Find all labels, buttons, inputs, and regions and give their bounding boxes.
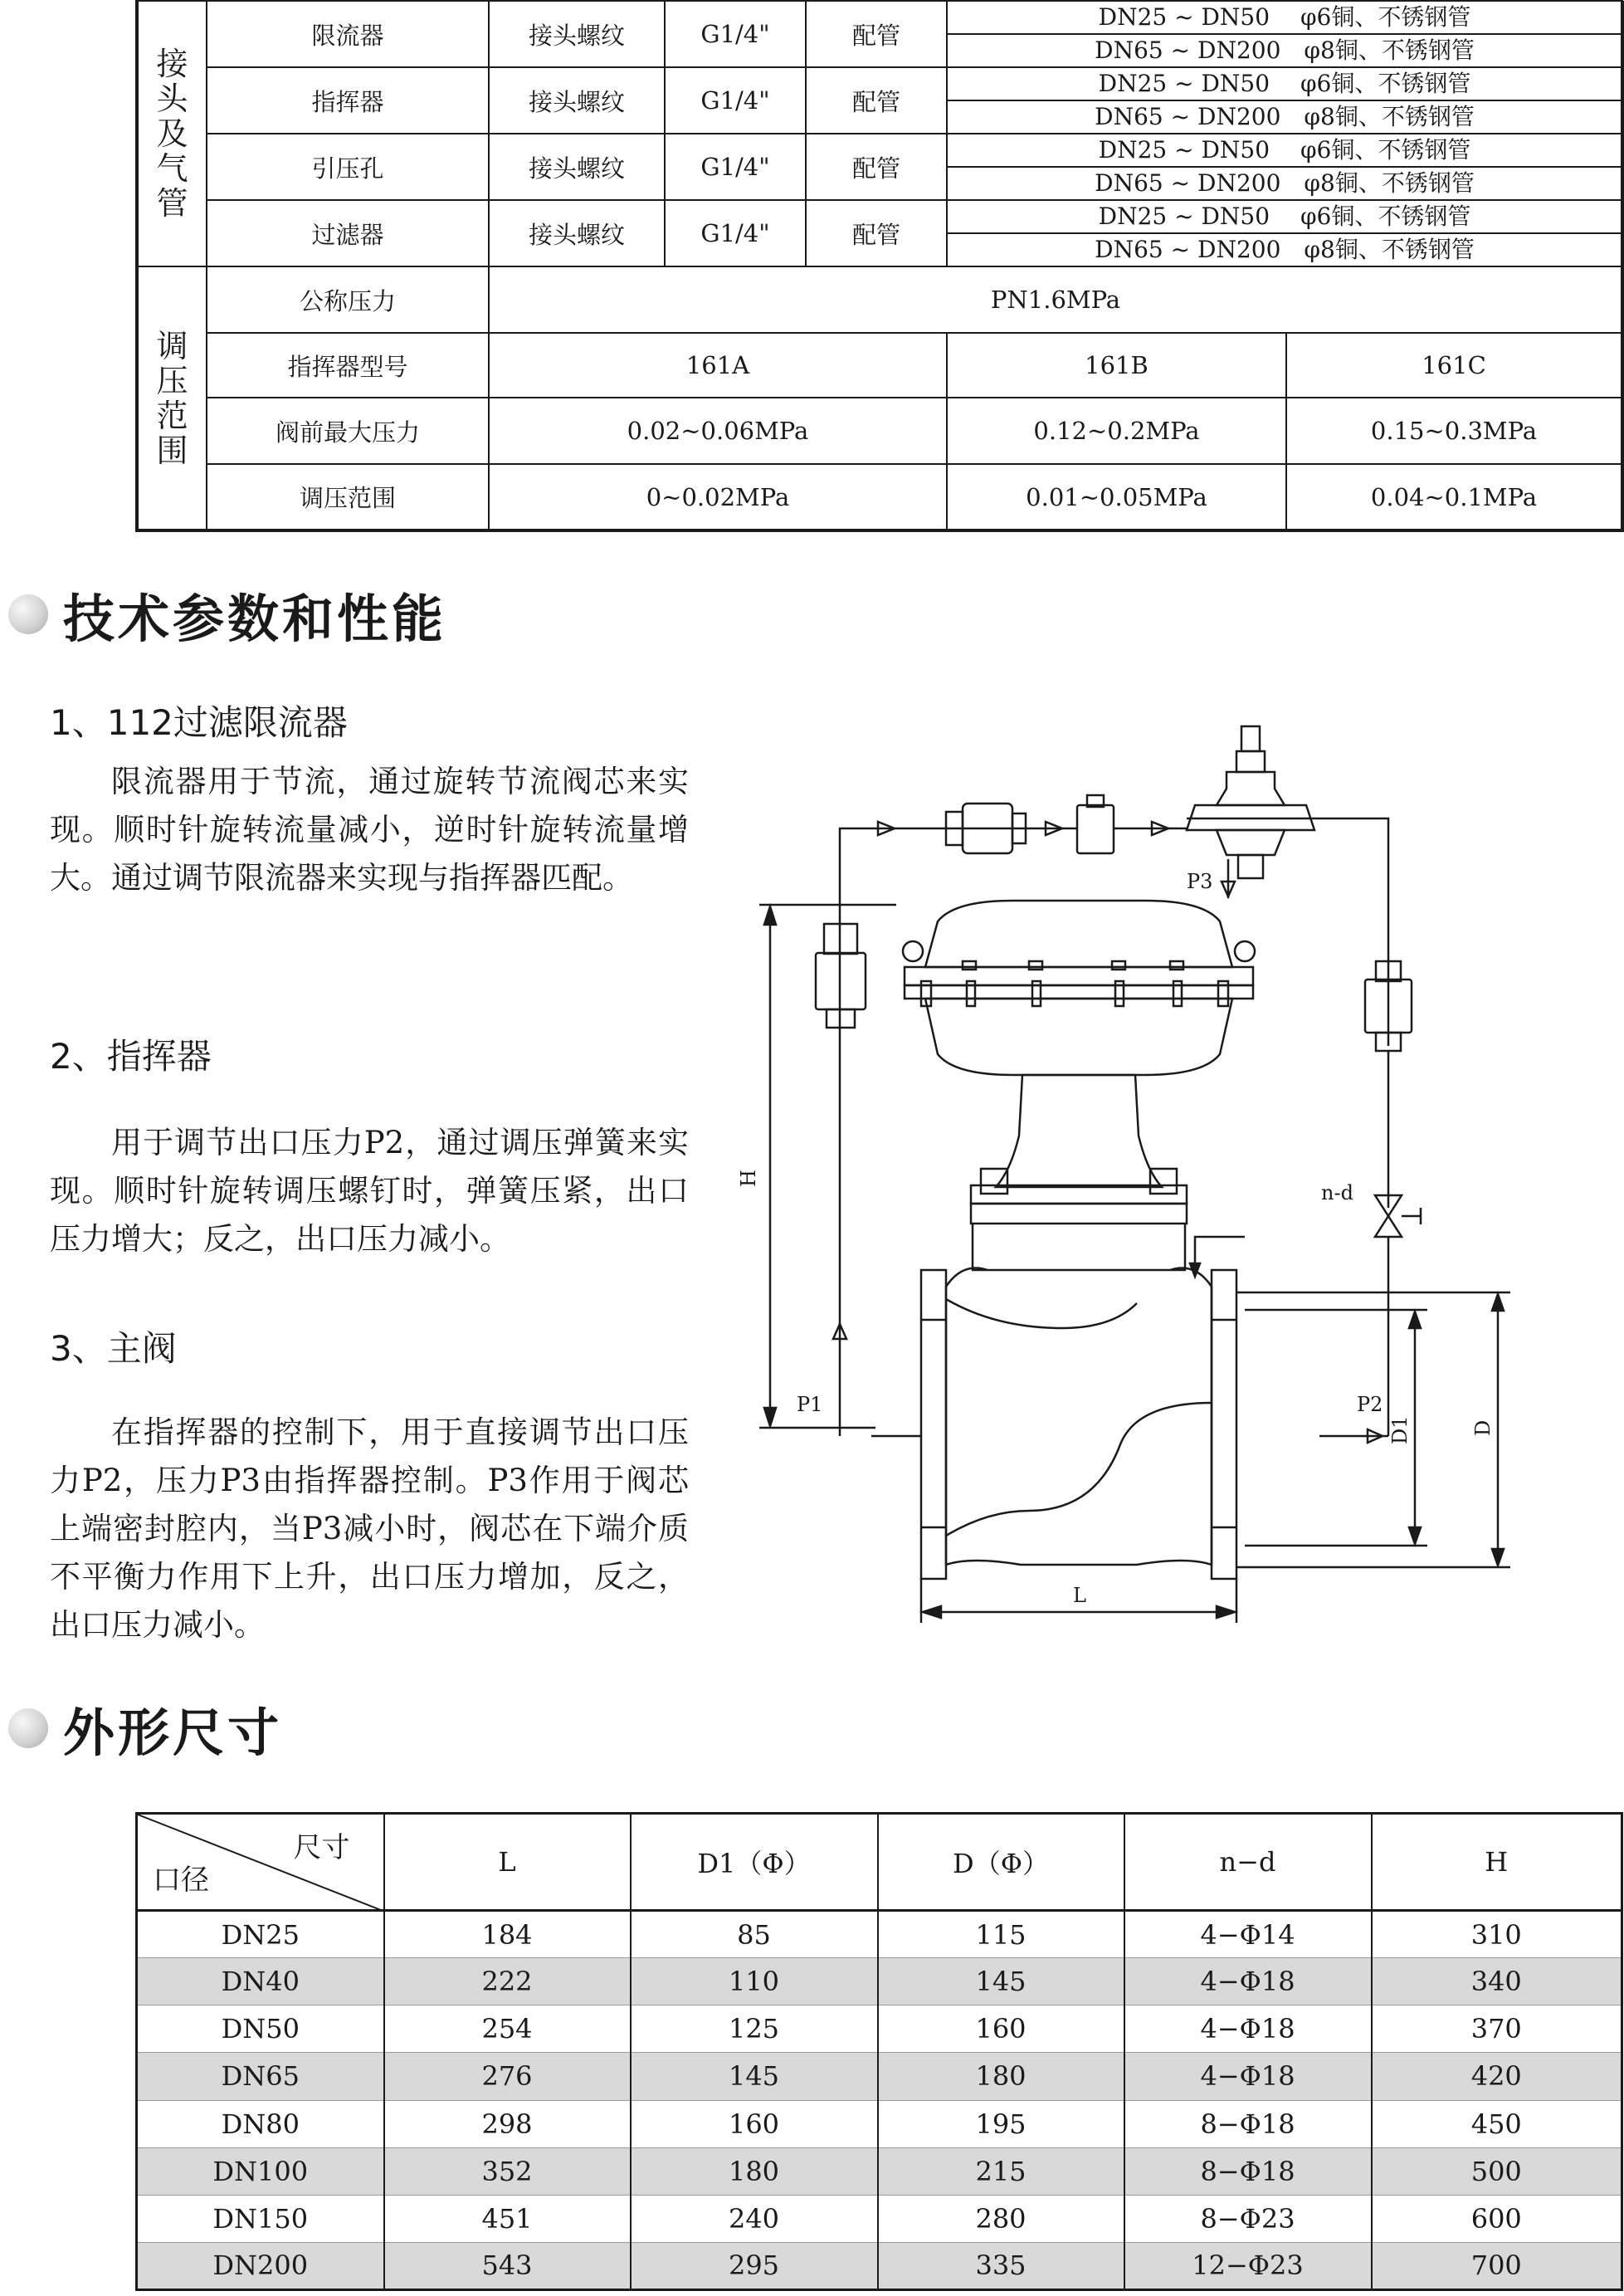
pressure-row-label: 调压范围: [207, 464, 489, 530]
dimension-cell: 180: [631, 2147, 878, 2195]
spec-line-small: DN25 ~ DN50 φ6铜、不锈钢管: [948, 68, 1622, 101]
dimension-cell: 215: [878, 2147, 1124, 2195]
paragraph-pilot: 用于调节出口压力P2，通过调压弹簧来实现。顺时针旋转调压螺钉时，弹簧压紧，出口压力增大；反之，出口压力减小。: [50, 1125, 689, 1257]
connector-spec: [947, 67, 1622, 134]
d1-arrow-bottom: [1409, 1527, 1421, 1544]
connector-pipe: 配管: [806, 1, 947, 67]
spec-line-large: DN65 ~ DN200 φ8铜、不锈钢管: [1095, 37, 1475, 64]
bore-cell: DN100: [137, 2147, 384, 2195]
column-header: L: [384, 1814, 631, 1911]
pilot-bonnet: [1217, 772, 1285, 805]
d1-arrow-top: [1409, 1312, 1421, 1328]
dimension-cell: 276: [384, 2053, 631, 2100]
p1-impulse-line: [840, 828, 900, 1436]
pressure-cell: 0.12~0.2MPa: [947, 398, 1286, 464]
table-row: [137, 2242, 1622, 2289]
subheading-main-valve: 3、主阀: [50, 1328, 177, 1369]
connector-type: 接头螺纹: [489, 67, 665, 134]
pressure-group-label: [137, 266, 207, 530]
dimension-cell: 125: [631, 2005, 878, 2053]
valve-neck: [973, 1224, 1185, 1270]
dimension-cell: 4−Φ18: [1124, 2005, 1372, 2053]
lifting-eye-left: [903, 941, 923, 961]
spec-line-large: DN65 ~ DN200 φ8铜、不锈钢管: [1095, 236, 1475, 263]
bore-cell: DN65: [137, 2053, 384, 2100]
table-row: [137, 2147, 1622, 2195]
spec-line-large: DN65 ~ DN200 φ8铜、不锈钢管: [1095, 103, 1475, 130]
label-h: H: [737, 1170, 760, 1187]
label-p2: P2: [1357, 1393, 1383, 1416]
nominal-pressure-row: [137, 266, 1622, 333]
table-row: [137, 1911, 1622, 1958]
section-heading-dimensions: [0, 1695, 282, 1761]
pilot-screw-nut: [1236, 751, 1265, 772]
h-arrow-top: [764, 906, 776, 925]
pressure-cell: 161A: [489, 333, 947, 398]
max-inlet-pressure-row: [137, 398, 1622, 464]
label-p1: P1: [797, 1393, 823, 1416]
right-flange: [1212, 1270, 1236, 1579]
actuator-flange-bottom: [905, 985, 1253, 999]
column-header: n−d: [1124, 1814, 1372, 1911]
connector-pipe: 配管: [806, 134, 947, 200]
actuator-flange-top: [905, 967, 1253, 985]
dimension-cell: 254: [384, 2005, 631, 2053]
bonnet-nut-left: [981, 1169, 1007, 1194]
dimension-cell: 160: [631, 2100, 878, 2147]
dimension-cell: 352: [384, 2147, 631, 2195]
connector-type: 接头螺纹: [489, 134, 665, 200]
nominal-pressure-label: 公称压力: [207, 266, 489, 333]
pressure-cell: 0.02~0.06MPa: [489, 398, 947, 464]
dimension-cell: 195: [878, 2100, 1124, 2147]
actuator-upper-cover: [925, 901, 1232, 967]
dimension-cell: 12−Φ23: [1124, 2242, 1372, 2289]
connector-spec: [947, 1, 1622, 67]
table-row: [137, 1958, 1622, 2005]
connector-type: 接头螺纹: [489, 200, 665, 266]
l-arrow-left: [923, 1606, 941, 1618]
bore-cell: DN200: [137, 2242, 384, 2289]
bonnet-nut-right: [1150, 1169, 1177, 1194]
pressure-row-label: 指挥器型号: [207, 333, 489, 398]
pressure-cell: 161C: [1286, 333, 1622, 398]
pressure-cell: 0.04~0.1MPa: [1286, 464, 1622, 530]
dimension-cell: 543: [384, 2242, 631, 2289]
valve-body-curve-lower: [946, 1403, 1212, 1536]
subheading-limiter: 1、112过滤限流器: [50, 702, 348, 743]
l-arrow-right: [1217, 1606, 1235, 1618]
connector-row-pilot: [137, 67, 1622, 134]
table-row: [137, 2053, 1622, 2100]
dimension-cell: 4−Φ18: [1124, 2053, 1372, 2100]
dimension-cell: 340: [1372, 1958, 1622, 2005]
connector-name: 限流器: [207, 1, 489, 67]
dimension-cell: 160: [878, 2005, 1124, 2053]
nd-arrow: [1190, 1263, 1200, 1277]
connector-row-filter: [137, 200, 1622, 266]
dimension-cell: 240: [631, 2195, 878, 2242]
spec-table: [135, 0, 1624, 532]
dimension-cell: 222: [384, 1958, 631, 2005]
pressure-cell: 0.15~0.3MPa: [1286, 398, 1622, 464]
dimension-cell: 8−Φ18: [1124, 2100, 1372, 2147]
bonnet-plate-lower: [971, 1204, 1187, 1224]
dimension-cell: 145: [878, 1958, 1124, 2005]
bore-cell: DN80: [137, 2100, 384, 2147]
connector-name: 引压孔: [207, 134, 489, 200]
dimension-cell: 280: [878, 2195, 1124, 2242]
pilot-lower-body: [1217, 830, 1285, 855]
dimension-cell: 451: [384, 2195, 631, 2242]
connector-name: 过滤器: [207, 200, 489, 266]
bore-cell: DN40: [137, 1958, 384, 2005]
dimension-cell: 115: [878, 1911, 1124, 1958]
connector-row-limiter: [137, 1, 1622, 67]
label-l: L: [1073, 1584, 1086, 1607]
dimension-cell: 4−Φ18: [1124, 1958, 1372, 2005]
subheading-pilot: 2、指挥器: [50, 1036, 212, 1077]
bore-cell: DN25: [137, 1911, 384, 1958]
connector-group-label: [137, 1, 207, 266]
dimension-cell: 295: [631, 2242, 878, 2289]
dimension-cell: 85: [631, 1911, 878, 1958]
connector-type: 接头螺纹: [489, 1, 665, 67]
column-header: H: [1372, 1814, 1622, 1911]
table-row: [137, 2195, 1622, 2242]
connector-thread: G1/4": [665, 200, 806, 266]
nominal-pressure-value: PN1.6MPa: [489, 266, 1622, 333]
corner-label-bore: 口径: [153, 1864, 209, 1897]
paragraph-limiter: 限流器用于节流，通过旋转节流阀芯来实现。顺时针旋转流量减小，逆时针旋转流量增大。通过调节限流器来实现与指挥器匹配。: [50, 764, 689, 896]
pressure-cell: 0~0.02MPa: [489, 464, 947, 530]
table-row: [137, 2005, 1622, 2053]
connector-thread: G1/4": [665, 134, 806, 200]
connector-row-port: [137, 134, 1622, 200]
pilot-outlet: [1238, 855, 1263, 878]
dimension-cell: 184: [384, 1911, 631, 1958]
column-header: D（Φ）: [878, 1814, 1124, 1911]
dimension-cell: 370: [1372, 2005, 1622, 2053]
pressure-cell: 0.01~0.05MPa: [947, 464, 1286, 530]
section-heading-tech: [0, 581, 446, 647]
dimension-cell: 110: [631, 1958, 878, 2005]
dimension-cell: 180: [878, 2053, 1124, 2100]
dimension-cell: 335: [878, 2242, 1124, 2289]
pilot-model-row: [137, 333, 1622, 398]
d-arrow-bottom: [1492, 1549, 1504, 1566]
regulation-range-row: [137, 464, 1622, 530]
pilot-screw: [1241, 726, 1260, 751]
spec-line-small: DN25 ~ DN50 φ6铜、不锈钢管: [948, 201, 1622, 234]
dimension-cell: 420: [1372, 2053, 1622, 2100]
valve-body-curve-upper: [946, 1299, 1137, 1328]
d-arrow-top: [1492, 1294, 1504, 1311]
label-d1: D1: [1388, 1415, 1412, 1444]
connector-pipe: 配管: [806, 200, 947, 266]
left-flange: [921, 1270, 946, 1579]
pilot-limiter-body: [1077, 805, 1114, 853]
connector-name: 指挥器: [207, 67, 489, 134]
table-row: [137, 2100, 1622, 2147]
section-title: 外形尺寸: [63, 1702, 283, 1763]
bullet-icon: [8, 1708, 48, 1748]
spec-line-small: DN25 ~ DN50 φ6铜、不锈钢管: [948, 134, 1622, 168]
actuator-yoke: [996, 1075, 1162, 1187]
dimension-cell: 600: [1372, 2195, 1622, 2242]
connector-pipe: 配管: [806, 67, 947, 134]
label-nd: n-d: [1321, 1181, 1353, 1204]
connector-spec: [947, 134, 1622, 200]
dimension-table: [135, 1812, 1623, 2291]
spec-line-large: DN65 ~ DN200 φ8铜、不锈钢管: [1095, 169, 1475, 197]
valve-diagram: [737, 722, 1618, 1635]
corner-label-size: 尺寸: [293, 1831, 350, 1864]
nd-leader: [1195, 1237, 1245, 1270]
valve-body-outline: [946, 1268, 1212, 1566]
column-header: D1（Φ）: [631, 1814, 878, 1911]
label-p3: P3: [1187, 870, 1213, 893]
dimension-cell: 310: [1372, 1911, 1622, 1958]
dimension-cell: 500: [1372, 2147, 1622, 2195]
actuator-lower-cover: [925, 999, 1232, 1075]
pressure-cell: 161B: [947, 333, 1286, 398]
pressure-row-label: 阀前最大压力: [207, 398, 489, 464]
dimension-cell: 8−Φ18: [1124, 2147, 1372, 2195]
corner-header: [137, 1814, 384, 1911]
section-title: 技术参数和性能: [63, 588, 447, 649]
dimension-cell: 8−Φ23: [1124, 2195, 1372, 2242]
spec-line-small: DN25 ~ DN50 φ6铜、不锈钢管: [948, 2, 1622, 35]
lifting-eye-right: [1235, 941, 1255, 961]
dimension-cell: 450: [1372, 2100, 1622, 2147]
table-header-row: [137, 1814, 1622, 1911]
bore-cell: DN50: [137, 2005, 384, 2053]
h-arrow-bottom: [764, 1408, 776, 1426]
connector-group-text: 接头及气管: [156, 46, 188, 222]
connector-spec: [947, 200, 1622, 266]
dimension-cell: 4−Φ14: [1124, 1911, 1372, 1958]
dimension-cell: 145: [631, 2053, 878, 2100]
right-impulse-line: [1314, 818, 1388, 1046]
connector-thread: G1/4": [665, 1, 806, 67]
paragraph-main-valve: 在指挥器的控制下，用于直接调节出口压力P2，压力P3由指挥器控制。P3作用于阀芯上端密封腔内，当P3减小时，阀芯在下端介质不平衡力作用下上升，出口压力增加，反之，出口压力减小。: [50, 1414, 689, 1643]
pressure-group-text: 调压范围: [156, 327, 188, 469]
label-d: D: [1471, 1419, 1495, 1436]
bore-cell: DN150: [137, 2195, 384, 2242]
connector-thread: G1/4": [665, 67, 806, 134]
dimension-cell: 298: [384, 2100, 631, 2147]
dimension-cell: 700: [1372, 2242, 1622, 2289]
bullet-icon: [8, 594, 48, 634]
